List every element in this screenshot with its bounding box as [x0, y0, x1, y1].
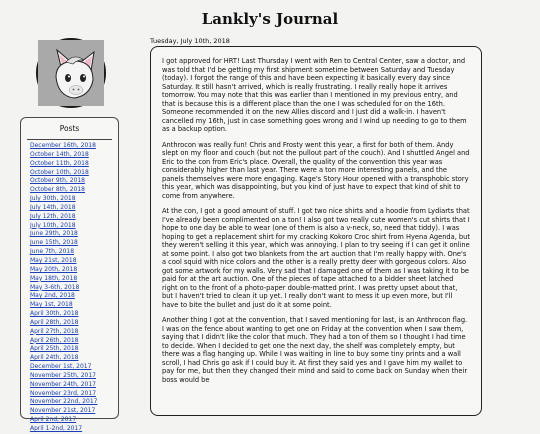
list-item — [30, 177, 118, 186]
list-item — [30, 345, 118, 354]
post-link[interactable]: July 10th, 2018 — [30, 221, 76, 229]
post-link[interactable]: October 11th, 2018 — [30, 159, 89, 167]
list-item — [30, 319, 118, 328]
sidebar-posts — [20, 117, 119, 432]
entry-date: Tuesday, July 10th, 2018 — [150, 37, 230, 45]
list-item — [30, 257, 118, 266]
post-link[interactable]: October 9th, 2018 — [30, 177, 85, 185]
list-item — [30, 381, 118, 390]
post-link[interactable]: June 29th, 2018 — [30, 230, 78, 238]
list-item — [30, 213, 118, 222]
post-link[interactable]: April 30th, 2018 — [30, 310, 79, 318]
post-link[interactable]: June 15th, 2018 — [30, 239, 78, 247]
page-title: Lankly's Journal — [201, 10, 339, 28]
list-item — [30, 222, 118, 231]
post-link[interactable]: May 2nd, 2018 — [30, 292, 75, 300]
post-link[interactable]: November 22nd, 2017 — [30, 398, 98, 406]
list-item — [30, 195, 118, 204]
list-item — [30, 248, 118, 257]
list-item — [30, 284, 118, 293]
entry-paragraph: Another thing I got at the convention, that I saved mentioning for last, is an Anthrocon flag. I was on the fence about wanting to get one on Friday at the convention when I saw them, saying that I didn't like the color that much. They had a ton of them so I thought I had time to decide. When I decided to get one the next day, the shelf was completely empty, but there was a flag hanging up. While I was waiting in line to buy some tiny prints and a wall scroll, I had Chris go ask if I could buy it. At first they said yes and I gave him my wallet to pay for me, but then they changed their mind and said to come back on Sunday when their boss would be — [162, 316, 468, 384]
post-link[interactable]: July 12th, 2018 — [30, 212, 76, 220]
post-link[interactable]: July 14th, 2018 — [30, 203, 76, 211]
list-item — [30, 142, 118, 151]
post-link[interactable]: April 1-2nd, 2017 — [30, 425, 83, 432]
avatar — [36, 38, 106, 108]
post-link[interactable]: October 8th, 2018 — [30, 186, 85, 194]
list-item — [30, 372, 118, 381]
post-link[interactable]: May 20th, 2018 — [30, 265, 78, 273]
list-item — [30, 416, 118, 425]
post-link[interactable]: October 10th, 2018 — [30, 168, 89, 176]
post-link[interactable]: May 21st, 2018 — [30, 256, 77, 264]
list-item — [30, 407, 118, 416]
post-list — [21, 142, 118, 434]
list-item — [30, 160, 118, 169]
list-item — [30, 204, 118, 213]
post-link[interactable]: May 3-6th, 2018 — [30, 283, 80, 291]
list-item — [30, 337, 118, 346]
post-link[interactable]: November 21st, 2017 — [30, 407, 96, 415]
post-link[interactable]: April 25th, 2018 — [30, 345, 79, 353]
post-link[interactable]: May 1st, 2018 — [30, 301, 73, 309]
list-item — [30, 186, 118, 195]
list-item — [30, 301, 118, 310]
list-item — [30, 390, 118, 399]
list-item — [30, 363, 118, 372]
post-link[interactable]: April 26th, 2018 — [30, 336, 79, 344]
list-item — [30, 310, 118, 319]
journal-entry — [150, 46, 482, 416]
list-item — [30, 425, 118, 434]
post-link[interactable]: April 27th, 2018 — [30, 327, 79, 335]
list-item — [30, 275, 118, 284]
post-link[interactable]: June 7th, 2018 — [30, 248, 75, 256]
post-link[interactable]: April 28th, 2018 — [30, 318, 79, 326]
list-item — [30, 292, 118, 301]
post-link[interactable]: October 14th, 2018 — [30, 150, 89, 158]
post-link[interactable]: July 30th, 2018 — [30, 195, 76, 203]
avatar-image — [38, 40, 104, 106]
post-link[interactable]: November 25th, 2017 — [30, 371, 96, 379]
list-item — [30, 354, 118, 363]
list-item — [30, 328, 118, 337]
sidebar-title: Posts — [59, 124, 80, 133]
list-item — [30, 230, 118, 239]
post-link[interactable]: December 1st, 2017 — [30, 363, 92, 371]
post-link[interactable]: December 16th, 2018 — [30, 142, 96, 149]
post-link[interactable]: April 2nd, 2017 — [30, 416, 77, 424]
post-link[interactable]: November 23rd, 2017 — [30, 389, 97, 397]
post-link[interactable]: April 24th, 2018 — [30, 354, 79, 362]
list-item — [30, 169, 118, 178]
entry-paragraph: Anthrocon was really fun! Chris and Frosty went this year, a first for both of them. Andy slept on my floor and couch (but not the pullout part of the couch). And I shuttled Angel and Eric to the con from Eric's place. Overall, the quality of the convention this year was considerably higher than last year. There were a ton more interesting panels, and the panels themselves were more engaging. Kage's Story Hour opened with a transphobic story this year, which was disappointing, but you kind of just have to expect that kind of shit to come from anywhere. — [162, 140, 470, 200]
list-item — [30, 151, 118, 160]
list-item — [30, 239, 118, 248]
sidebar-divider — [27, 139, 112, 140]
post-link[interactable]: May 18th, 2018 — [30, 274, 78, 282]
entry-paragraph: I got approved for HRT! Last Thursday I went with Ren to Central Center, saw a doctor, and was told that I'd be getting my first shipment sometime between Saturday and Tuesday (today). I forgot the range of this and have been expecting it basically every day since Saturday. It still hasn't arrived, which is really frustrating. I really really hope it arrives tomorrow. You may note that this was earlier than I mentioned in my previous entry, and that is because this is a different place than the one I was scheduled for on the 16th. Someone recommended it on the new Allies discord and I just did a walk-in. I haven't cancelled my 16th, just in case something goes wrong and I wind up needing to go to them as a backup option. — [162, 57, 467, 133]
post-link[interactable]: November 24th, 2017 — [30, 380, 96, 388]
list-item — [30, 398, 118, 407]
list-item — [30, 266, 118, 275]
entry-paragraph: At the con, I got a good amount of stuff. I got two nice shirts and a hoodie from Lydiarts that I've already been complimented on a ton! I also got two really cute women's cut shirts that I hope to one day be able to wear (one of them is also a v-neck, so, need that tiddy). I was hoping to get a replacement shirt for my cracking Kokoro Croc shirt from Hyena Agenda, but they weren't selling it this year, which was annoying. I plan to try seeing if I can get it online at some point. I also got two blankets from the art auction that I'm really happy with. One's a cool squid with nice colors and the other is a really pretty deer with gorgeous colors. Also got some artwork for my walls. Very sad that I damaged one of them as I was taking it to be paid for at the art auction. One of the pieces of tape attached to a bidder sheet latched right on to the front of a photo-paper double-matted print. I was pretty upset about that, but I haven't tried to clean it up yet. I really don't want to mess it up even more, but I'll have to bite the bullet and just do it at some point. — [162, 207, 470, 309]
